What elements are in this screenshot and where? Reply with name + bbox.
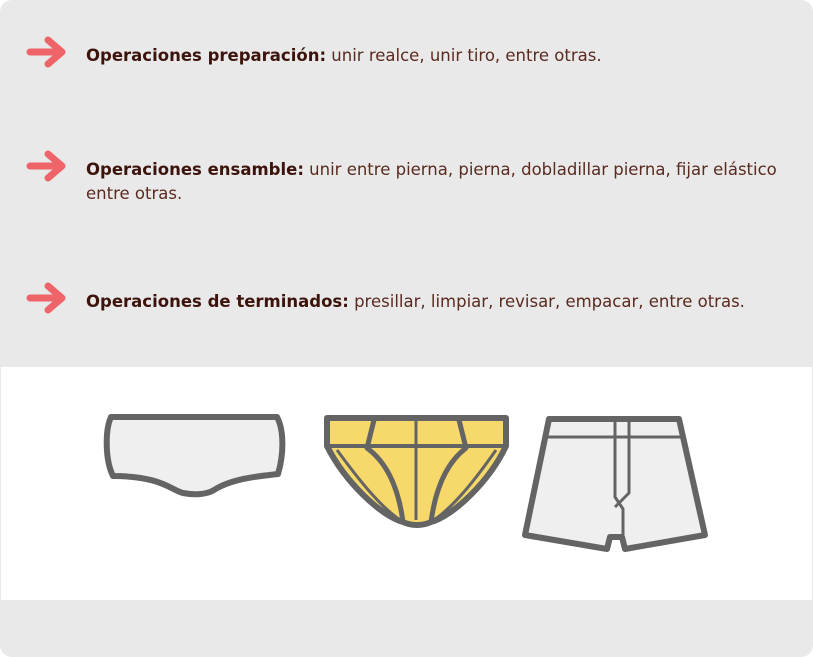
operation-item-finishing: [26, 290, 786, 318]
operation-description: presillar, limpiar, revisar, empacar, entre otras.: [348, 292, 745, 311]
garments-illustration-band: [1, 367, 812, 600]
operation-text: [86, 290, 745, 314]
brief-icon: [319, 412, 515, 530]
arrow-right-icon: [26, 32, 70, 72]
operation-item-preparation: [26, 44, 786, 72]
arrow-right-icon: [26, 146, 70, 186]
operation-item-assembly: [26, 158, 786, 206]
operation-label: Operaciones ensamble:: [86, 160, 304, 179]
boxer-icon: [519, 413, 713, 555]
operation-text: [86, 158, 786, 206]
arrow-right-icon: [26, 278, 70, 318]
operation-label: Operaciones de terminados:: [86, 292, 349, 311]
operation-description: unir realce, unir tiro, entre otras.: [326, 46, 602, 65]
panty-icon: [101, 410, 291, 502]
operation-text: [86, 44, 602, 68]
operation-description: unir entre pierna, pierna, dobladillar pierna, fijar elástico entre otras.: [86, 160, 777, 203]
operation-label: Operaciones preparación:: [86, 46, 327, 65]
